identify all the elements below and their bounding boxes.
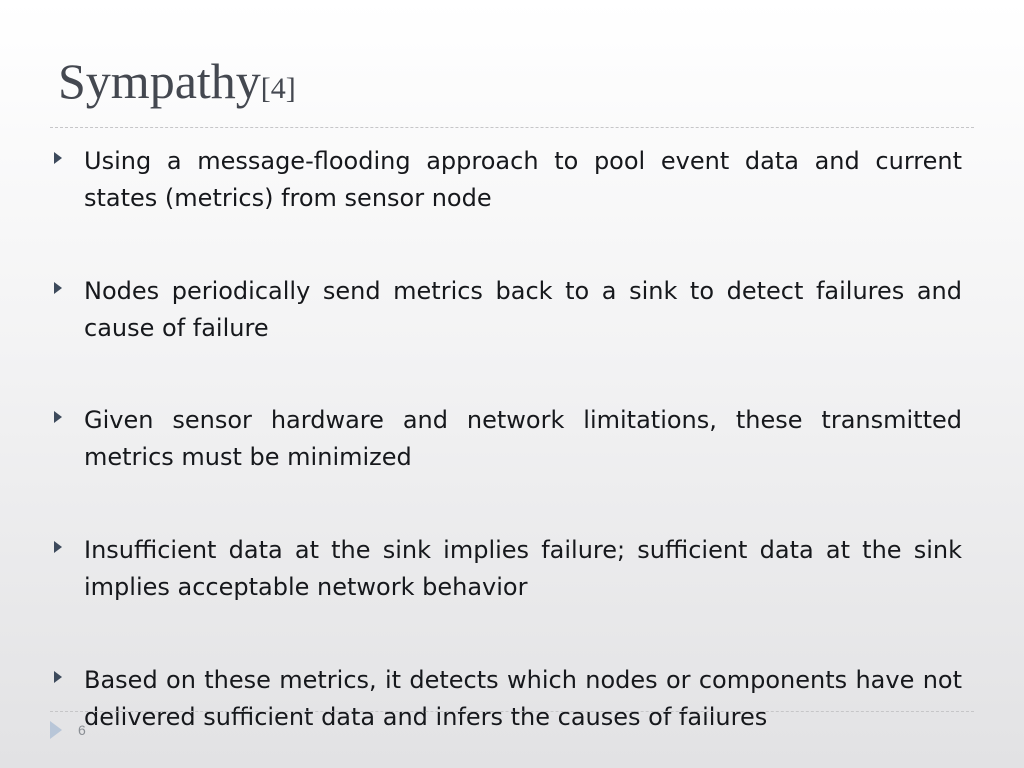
slide-title [58,53,296,109]
bullet-text: Insufficient data at the sink implies failure; sufficient data at the sink implies acceptable network behavior [84,536,962,601]
footer-triangle-icon [50,721,62,739]
bullet-text: Using a message-flooding approach to pool event data and current states (metrics) from sensor node [84,147,962,212]
slide-title-text: Sympathy [58,53,261,109]
title-divider [50,127,974,128]
bullet-triangle-icon [54,411,62,423]
bullet-triangle-icon [54,282,62,294]
bullet-triangle-icon [54,671,62,683]
footer-divider [50,711,974,712]
slide-title-reference: [4] [260,72,296,105]
page-number: 6 [78,722,86,738]
bullet-text: Based on these metrics, it detects which nodes or components have not delivered sufficient data and infers the causes of failures [84,666,962,731]
bullet-text: Nodes periodically send metrics back to a sink to detect failures and cause of failure [84,277,962,342]
bullet-triangle-icon [54,152,62,164]
bullet-text: Given sensor hardware and network limitations, these transmitted metrics must be minimized [84,406,962,471]
bullet-triangle-icon [54,541,62,553]
